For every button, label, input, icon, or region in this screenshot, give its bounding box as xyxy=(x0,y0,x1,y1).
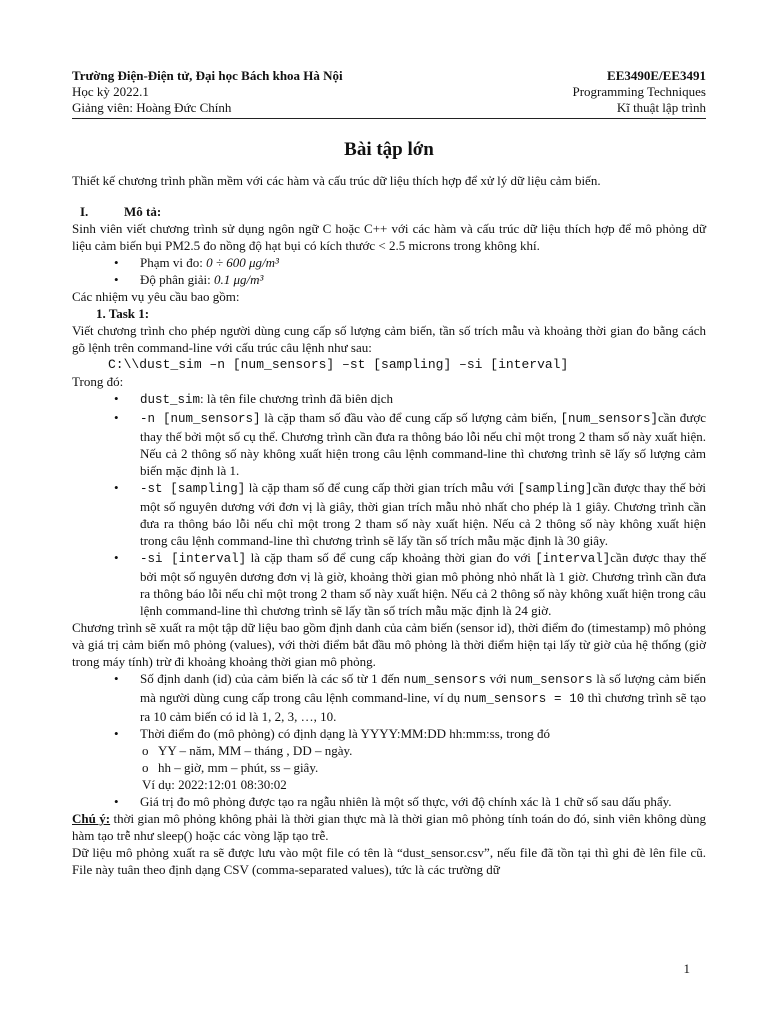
task1-heading: 1. Task 1: xyxy=(96,306,150,321)
school-name: Trường Điện-Điện tử, Đại học Bách khoa Hà Nội xyxy=(72,68,343,83)
value-list xyxy=(72,793,706,810)
params-list xyxy=(72,390,706,619)
lecturer: Giảng viên: Hoàng Đức Chính xyxy=(72,100,232,115)
header-rule xyxy=(72,118,706,119)
list-item: • Thời điểm đo (mô phỏng) có định dạng là YYYY:MM:DD hh:mm:ss, trong đó xyxy=(72,725,706,742)
document-title: Bài tập lớn xyxy=(344,139,434,160)
list-item: • Giá trị đo mô phỏng được tạo ra ngẫu nhiên là một số thực, với độ chính xác là 1 chữ số sau dấu phẩy. xyxy=(72,793,706,810)
resolution-value: 0.1 μg/m³ xyxy=(214,272,264,287)
page-number: 1 xyxy=(683,961,690,976)
list-item: • Độ phân giải: 0.1 μg/m³ xyxy=(72,271,706,288)
section-number: I. xyxy=(80,204,89,219)
output-list xyxy=(72,670,706,742)
sub-list-item: o hh – giờ, mm – phút, ss – giây. xyxy=(142,760,319,775)
list-item: • -n [num_sensors] là cặp tham số đầu vào để cung cấp số lượng cảm biến, [num_sensors]cần được thay thế bởi một số cụ thể. Chương trình cần đưa ra thông báo lỗi nếu chỉ một trong 2 tham số này xuất hiện. Nếu cả 2 thông số này không xuất hiện trong câu lệnh command-line thì chương trình sẽ lấy số lượng cảm biến mặc định là 1. xyxy=(72,409,706,479)
page-header xyxy=(72,68,706,116)
note-paragraph: Chú ý: thời gian mô phỏng không phải là thời gian thực mà là thời gian mô phỏng tính toán do đó, sinh viên không dùng hàm tạo trễ như sleep() hoặc các vòng lặp tạo trễ. xyxy=(72,811,706,843)
tasks-intro: Các nhiệm vụ yêu cầu bao gồm: xyxy=(72,289,240,304)
list-item: • Phạm vi đo: 0 ÷ 600 μg/m³ xyxy=(72,254,706,271)
course-name-vi: Kĩ thuật lập trình xyxy=(616,100,706,115)
command-line-example: C:\\dust_sim –n [num_sensors] –st [sampling] –si [interval] xyxy=(108,357,569,372)
csv-paragraph: Dữ liệu mô phỏng xuất ra sẽ được lưu vào một file có tên là “dust_sensor.csv”, nếu file đã tồn tại thì ghi đè lên file cũ. File này tuân theo định dạng CSV (comma-separated values), tức là các trường dữ xyxy=(72,845,706,877)
course-name-en: Programming Techniques xyxy=(572,84,706,99)
list-item: • -st [sampling] là cặp tham số để cung cấp thời gian trích mẫu với [sampling]cần được thay thế bởi một số nguyên dương với đơn vị là giây, thời gian trích mẫu nhỏ nhất cho phép là 1 giây. Chương trình cần đưa ra thông báo lỗi nếu chỉ một trong 2 tham số này xuất hiện. Nếu cả 2 thông số này không xuất hiện trong câu lệnh command-line thì chương trình sẽ lấy tần số trích mẫu mặc định là 30 giây. xyxy=(72,479,706,549)
spec-list xyxy=(72,254,706,288)
semester: Học kỳ 2022.1 xyxy=(72,84,149,99)
where-label: Trong đó: xyxy=(72,374,124,389)
list-item: • -si [interval] là cặp tham số để cung cấp khoảng thời gian đo với [interval]cần được thay thế bởi một số nguyên dương đơn vị là giờ, khoảng thời gian mô phỏng nhỏ nhất là 1 giờ. Chương trình cần đưa ra thông báo lỗi nếu chỉ một trong 2 tham số này xuất hiện. Nếu cả 2 thông số này không xuất hiện trong câu lệnh command-line thì chương trình sẽ lấy tần số trích mẫu mặc định là 24 giờ. xyxy=(72,549,706,619)
sub-list-item: o YY – năm, MM – tháng , DD – ngày. xyxy=(142,743,353,758)
intro-paragraph: Thiết kế chương trình phần mềm với các hàm và cấu trúc dữ liệu thích hợp để xử lý dữ liệu cảm biến. xyxy=(72,173,601,188)
description-paragraph: Sinh viên viết chương trình sử dụng ngôn ngữ C hoặc C++ với các hàm và cấu trúc dữ liệu thích hợp để mô phỏng dữ liệu cảm biến bụi PM2.5 đo nồng độ hạt bụi có kích thước < 2.5 microns trong không khí. xyxy=(72,221,706,253)
task1-paragraph: Viết chương trình cho phép người dùng cung cấp số lượng cảm biến, tần số trích mẫu và khoảng thời gian đo bằng cách gõ lệnh trên command-line với cấu trúc câu lệnh như sau: xyxy=(72,323,706,355)
section-heading xyxy=(72,203,706,220)
timestamp-example: Ví dụ: 2022:12:01 08:30:02 xyxy=(142,777,287,792)
list-item: • Số định danh (id) của cảm biến là các số từ 1 đến num_sensors với num_sensors là số lượng cảm biến mà người dùng cung cấp trong câu lệnh command-line, ví dụ num_sensors = 10 thì chương trình sẽ tạo ra 10 cảm biến có id là 1, 2, 3, …, 10. xyxy=(72,670,706,725)
output-paragraph: Chương trình sẽ xuất ra một tập dữ liệu bao gồm định danh của cảm biến (sensor id), thời điểm đo (timestamp) mô phỏng và giá trị cảm biến mô phỏng (values), với thời điểm bắt đầu mô phỏng là thời điểm hiện tại lấy từ giờ của hệ thống (giờ trong máy tính) trừ đi khoảng khoảng thời gian mô phỏng. xyxy=(72,620,706,669)
note-label: Chú ý: xyxy=(72,811,111,826)
course-code: EE3490E/EE3491 xyxy=(607,68,706,83)
section-title: Mô tả: xyxy=(124,204,162,219)
range-value: 0 ÷ 600 μg/m³ xyxy=(206,255,279,270)
list-item: • dust_sim: là tên file chương trình đã biên dịch xyxy=(72,390,706,409)
